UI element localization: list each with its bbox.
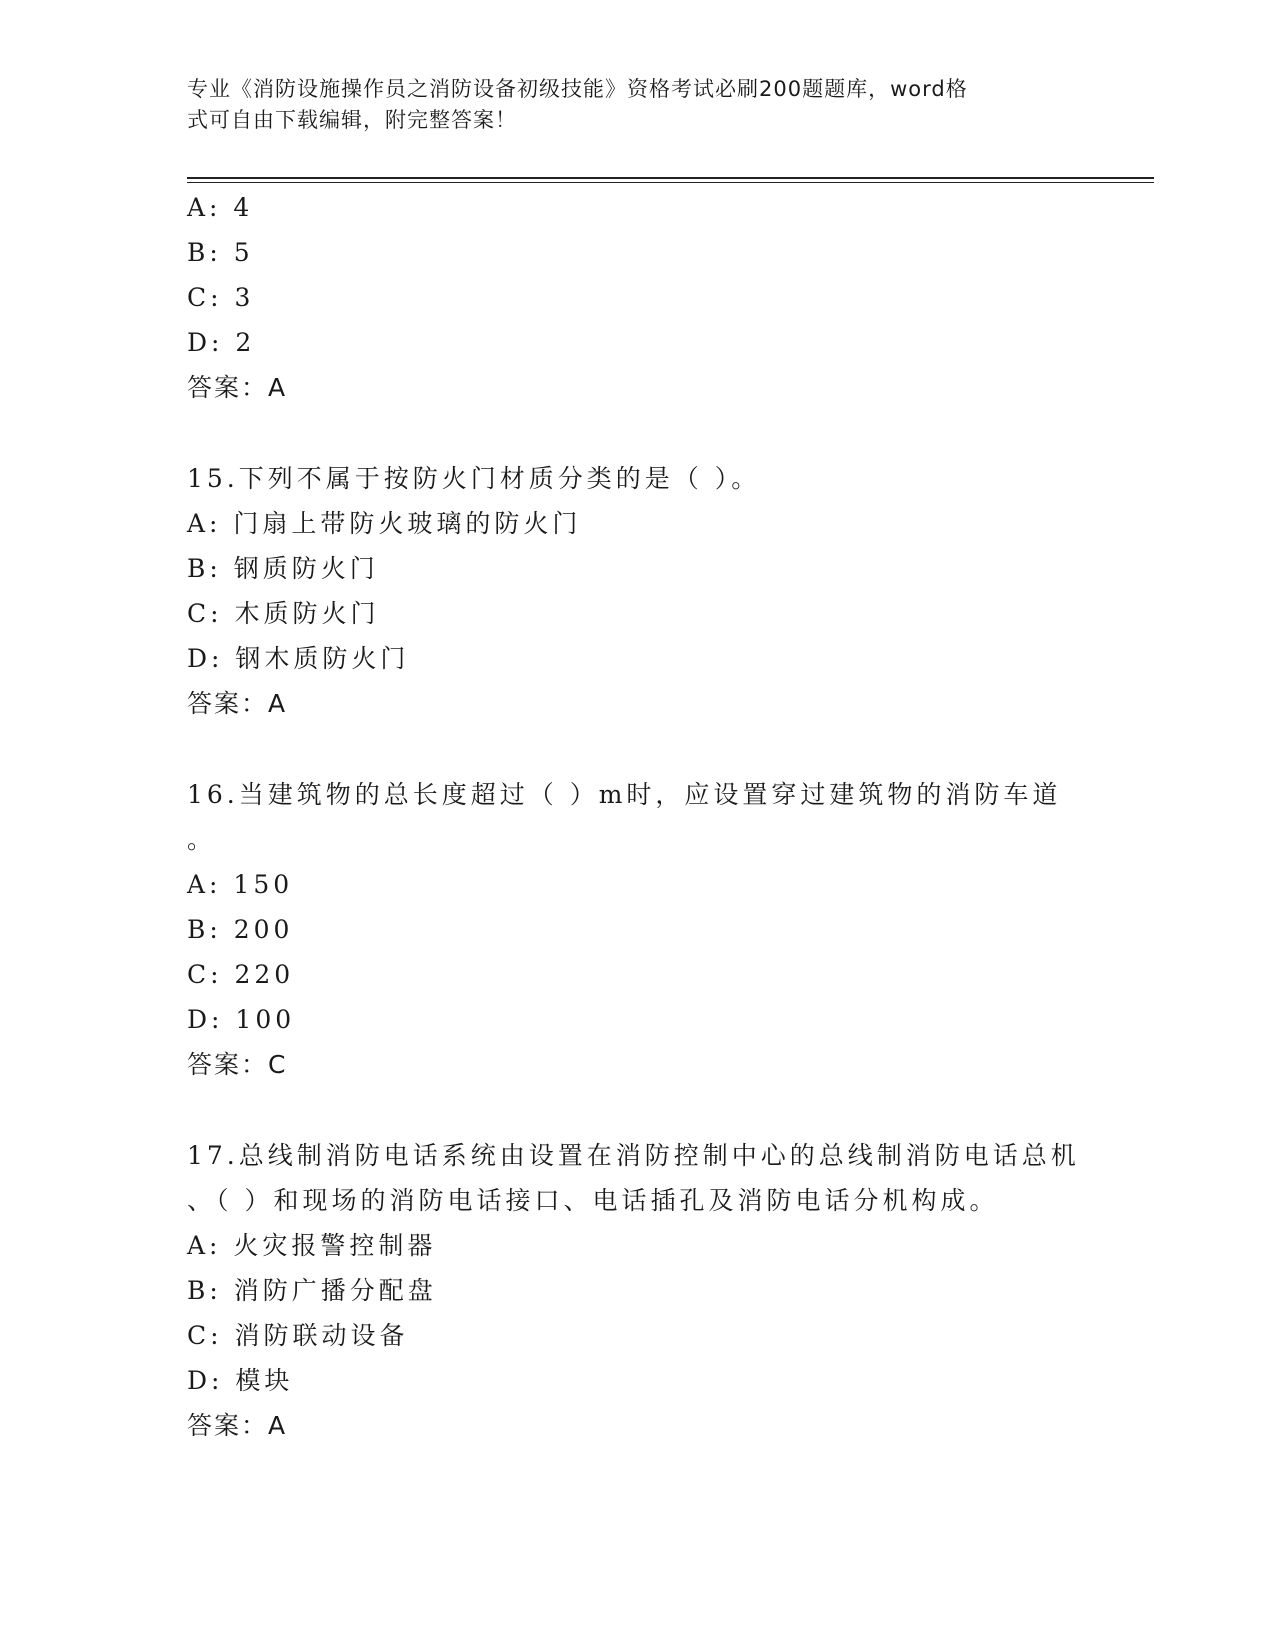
header-divider-thick <box>187 177 1154 179</box>
q17-option-b: B: 消防广播分配盘 <box>187 1276 437 1305</box>
q16-stem-line-2: 。 <box>187 825 217 854</box>
header-line-1: 专业《消防设施操作员之消防设备初级技能》资格考试必刷200题题库，word格 <box>187 77 968 101</box>
q15-stem: 15.下列不属于按防火门材质分类的是（ ）。 <box>187 464 761 493</box>
q15-option-a: A: 门扇上带防火玻璃的防火门 <box>187 509 582 538</box>
header-divider-thin <box>187 182 1154 183</box>
q16-option-b: B: 200 <box>187 915 294 944</box>
q14-option-d: D: 2 <box>187 328 256 357</box>
q14-option-c: C: 3 <box>187 283 255 312</box>
q17-answer: 答案：A <box>187 1411 288 1440</box>
q17-option-c: C: 消防联动设备 <box>187 1321 409 1350</box>
header-line-2: 式可自由下载编辑，附完整答案！ <box>187 108 517 132</box>
q14-answer: 答案：A <box>187 373 288 402</box>
q15-option-b: B: 钢质防火门 <box>187 554 379 583</box>
q17-stem-line-1: 17.总线制消防电话系统由设置在消防控制中心的总线制消防电话总机 <box>187 1141 1080 1170</box>
q17-option-a: A: 火灾报警控制器 <box>187 1231 437 1260</box>
q16-option-a: A: 150 <box>187 870 294 899</box>
q16-option-d: D: 100 <box>187 1005 296 1034</box>
q17-stem-line-2: 、（ ）和现场的消防电话接口、电话插孔及消防电话分机构成。 <box>187 1186 999 1215</box>
q15-answer: 答案：A <box>187 689 288 718</box>
q15-option-c: C: 木质防火门 <box>187 599 380 628</box>
q16-option-c: C: 220 <box>187 960 295 989</box>
q14-option-a: A: 4 <box>187 193 254 222</box>
q14-option-b: B: 5 <box>187 238 254 267</box>
q15-option-d: D: 钢木质防火门 <box>187 644 410 673</box>
q16-stem-line-1: 16.当建筑物的总长度超过（ ）m时，应设置穿过建筑物的消防车道 <box>187 780 1062 809</box>
q17-option-d: D: 模块 <box>187 1366 294 1395</box>
q16-answer: 答案：C <box>187 1050 288 1079</box>
document-header <box>187 74 1067 136</box>
